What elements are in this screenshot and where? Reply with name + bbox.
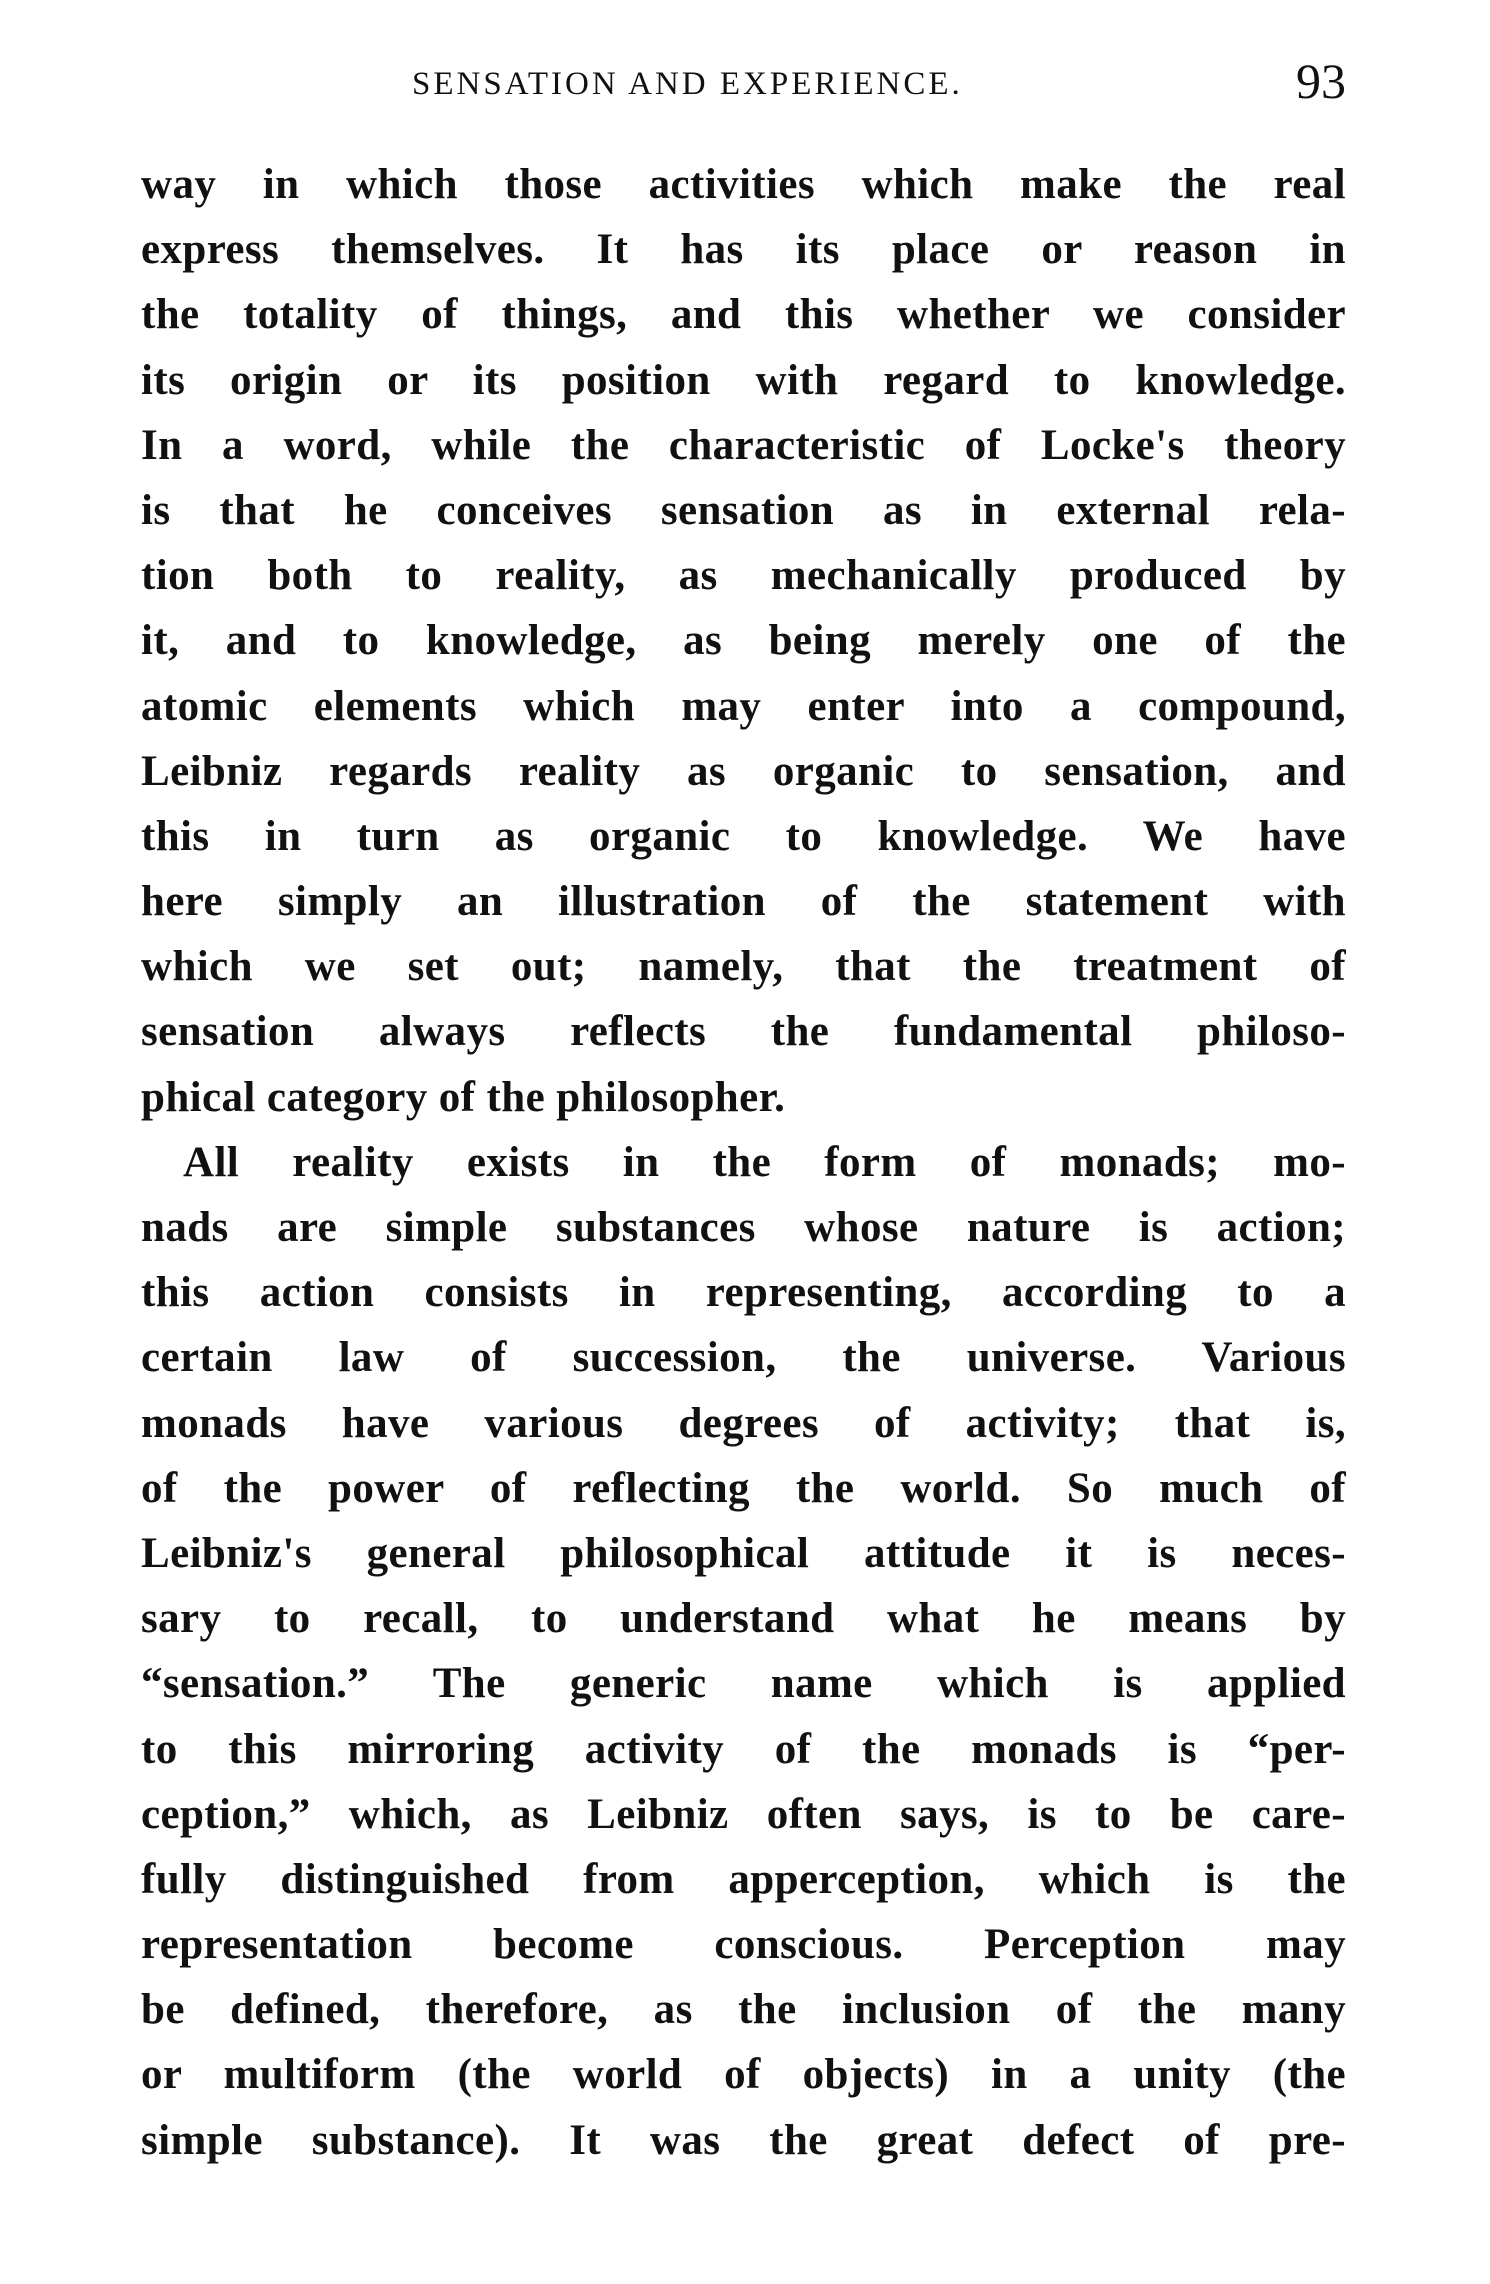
text-line: here simply an illustration of the statement with: [141, 878, 1346, 926]
text-line: or multiform (the world of objects) in a unity (the: [141, 2051, 1346, 2099]
page-number: 93: [1296, 53, 1346, 109]
text-line: monads have various degrees of activity; that is,: [141, 1399, 1346, 1447]
running-title: SENSATION AND EXPERIENCE.: [412, 66, 963, 102]
paragraph: [141, 152, 1346, 1130]
text-line: “sensation.” The generic name which is applied: [141, 1660, 1346, 1708]
text-line: it, and to knowledge, as being merely one of the: [141, 617, 1346, 665]
text-line: atomic elements which may enter into a compound,: [141, 682, 1346, 730]
text-line: be defined, therefore, as the inclusion of the many: [141, 1986, 1346, 2034]
text-line: ception,” which, as Leibniz often says, is to be care-: [141, 1790, 1346, 1838]
text-line: is that he conceives sensation as in external rela-: [141, 486, 1346, 534]
text-line: nads are simple substances whose nature is action;: [141, 1204, 1346, 1251]
paragraph: [141, 1130, 1346, 2173]
text-line: its origin or its position with regard to knowledge.: [141, 356, 1346, 404]
text-line: this action consists in representing, according to a: [141, 1269, 1346, 1317]
text-line: In a word, while the characteristic of Locke's theory: [141, 421, 1346, 469]
text-line: way in which those activities which make the real: [141, 161, 1346, 208]
text-line: the totality of things, and this whether we consider: [141, 291, 1346, 339]
text-line: representation become conscious. Perception may: [141, 1921, 1346, 1969]
text-line: Leibniz regards reality as organic to sensation, and: [141, 747, 1346, 795]
page-header: [141, 52, 1346, 112]
text-line: tion both to reality, as mechanically produced by: [141, 552, 1346, 600]
text-line: sary to recall, to understand what he means by: [141, 1595, 1346, 1643]
text-line: certain law of succession, the universe. Various: [141, 1334, 1346, 1382]
text-line: this in turn as organic to knowledge. We have: [141, 812, 1346, 860]
text-line: sensation always reflects the fundamental philoso-: [141, 1008, 1346, 1056]
text-line: fully distinguished from apperception, which is the: [141, 1855, 1346, 1903]
text-line: Leibniz's general philosophical attitude it is neces-: [141, 1529, 1346, 1577]
text-line: phical category of the philosopher.: [141, 1073, 786, 1121]
text-line: of the power of reflecting the world. So much of: [141, 1464, 1346, 1512]
text-line: All reality exists in the form of monads; mo-: [183, 1138, 1346, 1186]
text-line: which we set out; namely, that the treatment of: [141, 943, 1346, 991]
text-line: to this mirroring activity of the monads is “per-: [141, 1725, 1346, 1773]
text-line: express themselves. It has its place or reason in: [141, 226, 1346, 274]
text-line: simple substance). It was the great defect of pre-: [141, 2116, 1346, 2164]
page-body: [141, 152, 1346, 2173]
